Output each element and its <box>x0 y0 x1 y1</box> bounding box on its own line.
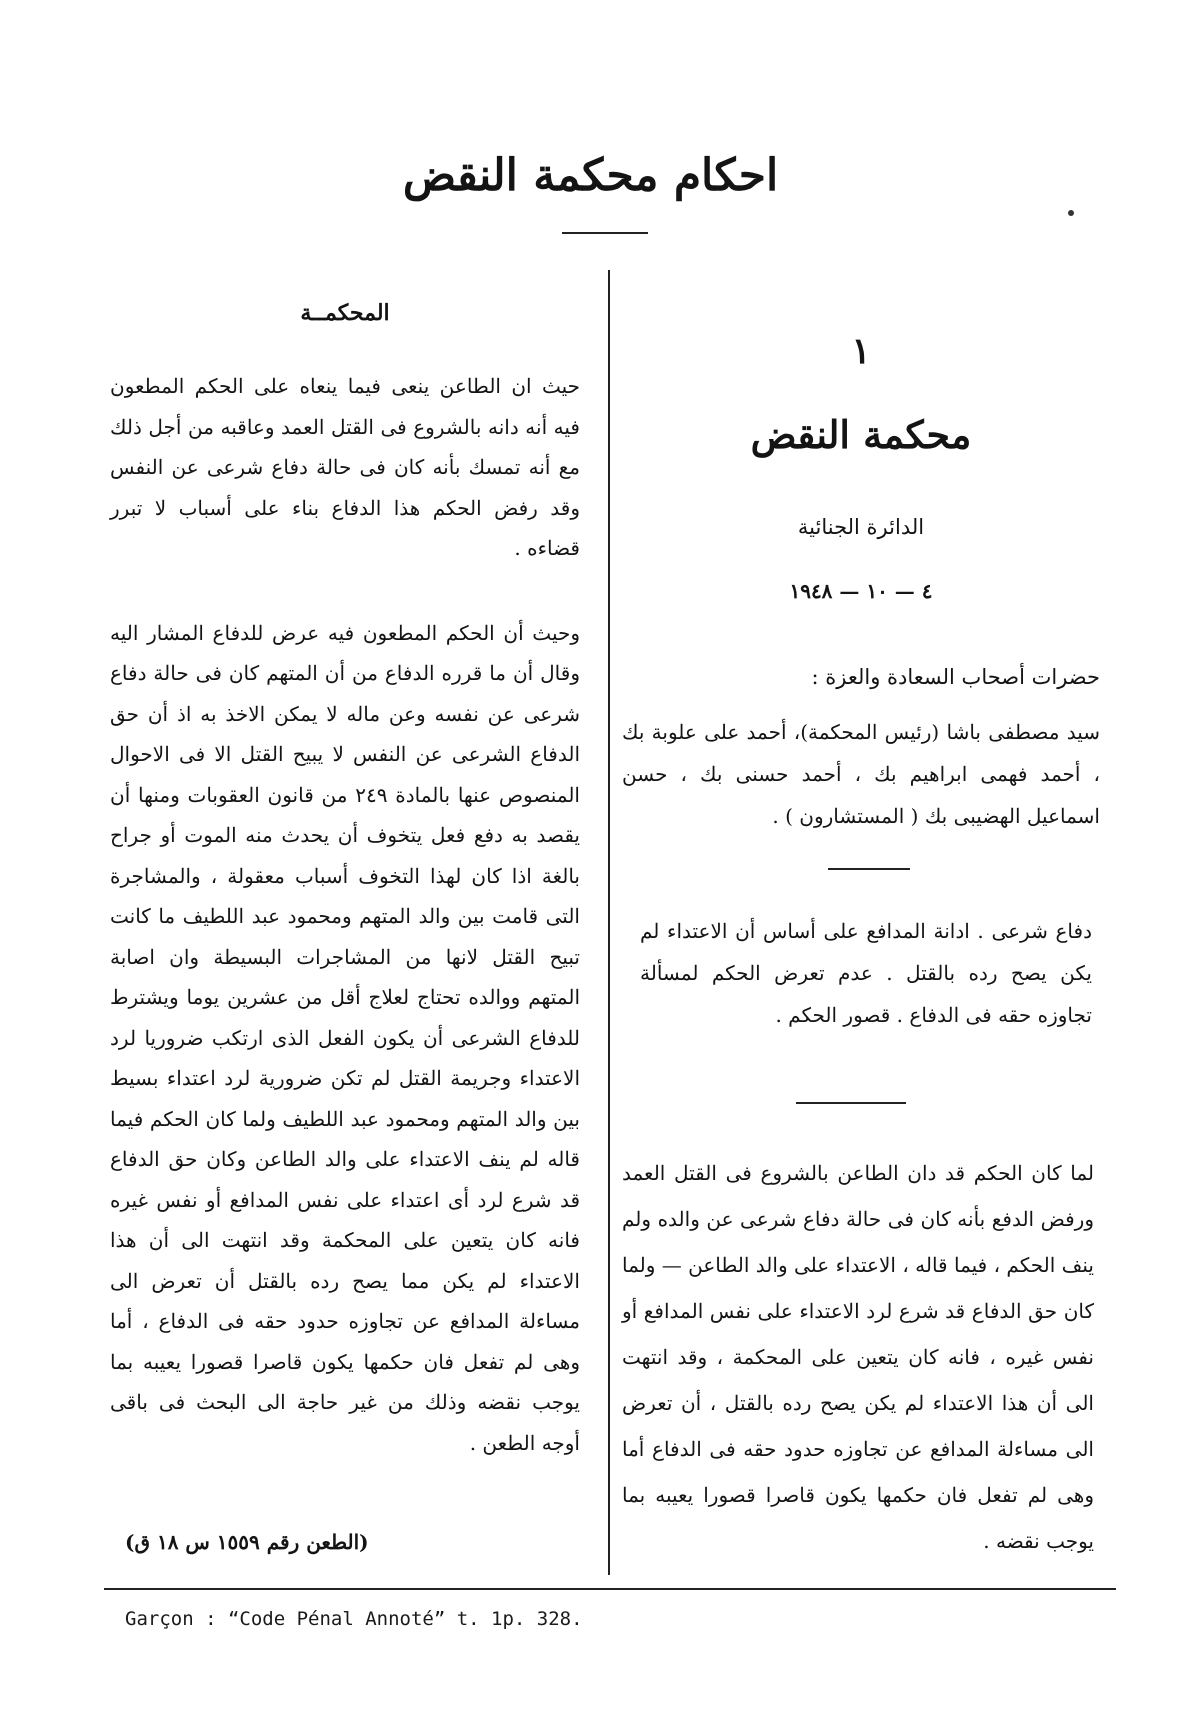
case-date: ٤ — ١٠ — ١٩٤٨ <box>789 579 933 603</box>
title-underline <box>562 232 648 234</box>
case-reference: (الطعن رقم ١٥٥٩ س ١٨ ق) <box>125 1530 369 1554</box>
case-summary: دفاع شرعى . ادانة المدافع على أساس أن الاعتداء لم يكن يصح رده بالقتل . عدم تعرض الحكم لمسألة تجاوزه حقه فى الدفاع . قصور الحكم . <box>640 919 1092 1027</box>
page-title: احكام محكمة النقض <box>402 150 779 201</box>
ruling-text: لما كان الحكم قد دان الطاعن بالشروع فى القتل العمد ورفض الدفع بأنه كان فى حالة دفاع شرعى عن والده ولم ينف الحكم ، فيما قاله ، الاعتداء على والد الطاعن — ولما كان حق الدفاع قد شرع لرد الاعتداء على نفس المدافع أو نفس غيره ، فانه كان يتعين على المحكمة ، وقد انتهت الى أن هذا الاعتداء لم يكن يصح رده بالقتل ، أن تعرض الى مساءلة المدافع عن تجاوزه حدود حقه فى الدفاع أما وهى لم تفعل فان حكمها يكون قاصرا قصورا يعيبه بما يوجب نقضه . <box>622 1161 1094 1553</box>
column-divider <box>608 270 610 1575</box>
judges-list: سيد مصطفى باشا (رئيس المحكمة)، أحمد على علوبة بك ، أحمد فهمى ابراهيم بك ، أحمد حسنى بك ، حسن اسماعيل الهضيبى بك ( المستشارون ) . <box>622 720 1100 828</box>
reasoning-paragraph-2: وحيث أن الحكم المطعون فيه عرض للدفاع المشار اليه وقال أن ما قرره الدفاع من أن المتهم كان فى حالة دفاع شرعى عن نفسه وعن ماله لا يمكن الاخذ به اذ أن حق الدفاع الشرعى عن النفس لا يبيح القتل الا فى الاحوال المنصوص عنها بالمادة ٢٤٩ من قانون العقوبات ومنها أن يقصد به دفع فعل يتخوف أن يحدث منه الموت أو جراح بالغة اذا كان لهذا التخوف أسباب معقولة ، والمشاجرة التى قامت بين والد المتهم ومحمود عبد اللطيف ما كانت تبيح القتل لانها من المشاجرات البسيطة وان اصابة المتهم ووالده تحتاج لعلاج أقل من عشرين يوما ويشترط للدفاع الشرعى أن يكون الفعل الذى ارتكب ضروريا لرد الاعتداء وجريمة القتل لم تكن ضرورية لرد اعتداء بسيط بين والد المتهم ومحمود عبد اللطيف ولما كان الحكم فيما قاله لم ينف الاعتداء على والد الطاعن وكان حق الدفاع قد شرع لرد أى اعتداء على نفس المدافع أو نفس غيره فانه كان يتعين على المحكمة وقد انتهت الى أن هذا الاعتداء لم يكن مما يصح رده بالقتل أن تعرض الى مساءلة المدافع عن تجاوزه حدود حقه فى الدفاع ، أما وهى لم تفعل فان حكمها يكون قاصرا قصورا يعيبه بما يوجب نقضه وذلك من غير حاجة الى البحث فى باقى أوجه الطعن . <box>110 620 581 1455</box>
right-column <box>622 330 1100 837</box>
left-column <box>110 300 580 1463</box>
judges-label: حضرات أصحاب السعادة والعزة : <box>811 665 1100 689</box>
speck-mark <box>1068 210 1074 216</box>
summary-separator <box>796 1102 906 1104</box>
court-name: محكمة النقض <box>750 412 972 457</box>
reasoning-paragraph-1: حيث ان الطاعن ينعى فيما ينعاه على الحكم المطعون فيه أنه دانه بالشروع فى القتل العمد وعاقبه من أجل ذلك مع أنه تمسك بأنه كان فى حالة دفاع شرعى عن النفس وقد رفض الحكم هذا الدفاع بناء على أسباب لا تبرر قضاءه . <box>110 374 580 560</box>
footnote: Garçon : “Code Pénal Annoté” t. 1p. 328. <box>125 1608 583 1630</box>
case-number: ١ <box>851 330 871 372</box>
judges-separator <box>828 868 910 870</box>
circuit-name: الدائرة الجنائية <box>797 515 925 539</box>
section-heading: المحكمــة <box>300 300 390 326</box>
footnote-rule <box>104 1588 1116 1590</box>
